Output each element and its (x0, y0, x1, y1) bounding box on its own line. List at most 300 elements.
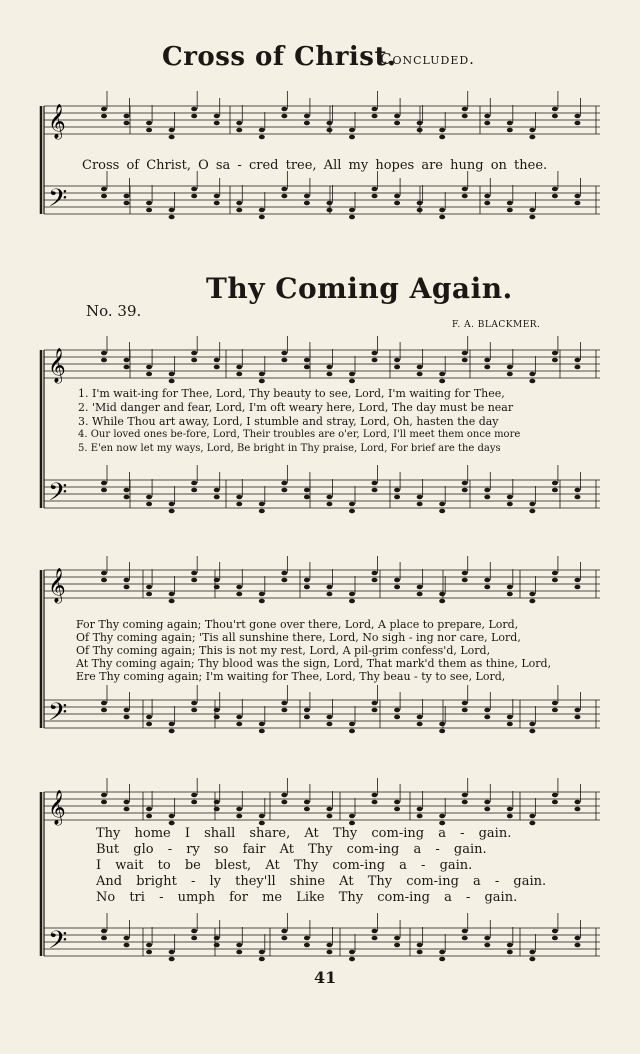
note-head (394, 194, 400, 199)
continued-note: Concluded. (380, 50, 475, 68)
note-head (281, 578, 287, 583)
note-head (574, 578, 580, 583)
note-head (214, 114, 220, 119)
note-head (146, 814, 152, 819)
note-head (281, 194, 287, 199)
note-head (394, 488, 400, 493)
note-head (394, 201, 400, 206)
note-head (236, 722, 242, 727)
note-head (281, 107, 287, 112)
note-head (574, 495, 580, 500)
note-head (439, 722, 445, 727)
note-head (552, 358, 558, 363)
note-head (372, 481, 378, 486)
note-head (484, 708, 490, 713)
clef-icon: 𝄢 (48, 184, 68, 219)
note-head (417, 807, 423, 812)
note-head (124, 495, 130, 500)
note-head (281, 708, 287, 713)
note-head (259, 208, 265, 213)
note-head (101, 701, 107, 706)
clef-icon: 𝄢 (48, 698, 68, 733)
note-head (191, 114, 197, 119)
note-head (259, 135, 265, 140)
note-head (146, 201, 152, 206)
note-head (191, 929, 197, 934)
note-head (462, 578, 468, 583)
verse-line: But glo - ry so fair At Thy com-ing a - gain. (96, 842, 487, 857)
note-head (529, 215, 535, 220)
note-head (394, 358, 400, 363)
note-head (484, 194, 490, 199)
note-head (214, 358, 220, 363)
staff (44, 350, 600, 378)
note-head (191, 351, 197, 356)
note-head (146, 121, 152, 126)
note-head (484, 936, 490, 941)
composer: F. A. BLACKMER. (452, 320, 541, 330)
note-head (552, 481, 558, 486)
note-head (326, 814, 332, 819)
clef-icon: 𝄞 (48, 104, 66, 139)
note-head (349, 502, 355, 507)
note-head (304, 495, 310, 500)
note-head (259, 722, 265, 727)
note-head (507, 585, 513, 590)
note-head (484, 495, 490, 500)
note-head (394, 114, 400, 119)
note-head (101, 578, 107, 583)
note-head (349, 814, 355, 819)
note-head (552, 107, 558, 112)
note-head (259, 729, 265, 734)
note-head (372, 701, 378, 706)
staff (44, 186, 600, 214)
note-head (169, 379, 175, 384)
note-head (214, 585, 220, 590)
verse-line: At Thy coming again; Thy blood was the sign, Lord, That mark'd them as thine, Lord, (76, 657, 552, 670)
note-head (191, 571, 197, 576)
verse-line: Of Thy coming again; This is not my rest, Lord, A pil-grim confess'd, Lord, (76, 644, 491, 657)
note-head (417, 814, 423, 819)
note-head (326, 943, 332, 948)
note-head (236, 365, 242, 370)
note-head (574, 114, 580, 119)
note-head (191, 578, 197, 583)
note-head (214, 807, 220, 812)
note-head (372, 351, 378, 356)
hymn-title: Thy Coming Again. (206, 272, 513, 305)
note-head (394, 936, 400, 941)
note-head (146, 128, 152, 133)
note-head (417, 722, 423, 727)
note-head (529, 372, 535, 377)
note-head (484, 488, 490, 493)
note-head (236, 814, 242, 819)
note-head (417, 592, 423, 597)
note-head (417, 121, 423, 126)
note-head (169, 821, 175, 826)
note-head (214, 943, 220, 948)
note-head (462, 351, 468, 356)
note-head (462, 571, 468, 576)
note-head (214, 201, 220, 206)
note-head (304, 800, 310, 805)
note-head (552, 929, 558, 934)
note-head (484, 800, 490, 805)
note-head (552, 578, 558, 583)
note-head (304, 585, 310, 590)
note-head (101, 194, 107, 199)
note-head (326, 128, 332, 133)
note-head (169, 722, 175, 727)
note-head (484, 114, 490, 119)
note-head (439, 208, 445, 213)
note-head (146, 722, 152, 727)
note-head (349, 379, 355, 384)
note-head (281, 936, 287, 941)
note-head (574, 201, 580, 206)
note-head (529, 208, 535, 213)
note-head (439, 215, 445, 220)
note-head (191, 358, 197, 363)
note-head (281, 481, 287, 486)
note-head (507, 950, 513, 955)
note-head (124, 121, 130, 126)
note-head (552, 571, 558, 576)
note-head (372, 800, 378, 805)
note-head (417, 365, 423, 370)
note-head (574, 943, 580, 948)
note-head (349, 950, 355, 955)
note-head (101, 351, 107, 356)
note-head (124, 194, 130, 199)
note-head (191, 800, 197, 805)
note-head (349, 372, 355, 377)
note-head (101, 708, 107, 713)
staff (44, 570, 600, 598)
note-head (259, 950, 265, 955)
note-head (507, 495, 513, 500)
note-head (146, 502, 152, 507)
note-head (146, 208, 152, 213)
note-head (349, 821, 355, 826)
note-head (417, 208, 423, 213)
note-head (349, 592, 355, 597)
note-head (236, 208, 242, 213)
note-head (236, 592, 242, 597)
note-head (101, 571, 107, 576)
note-head (462, 107, 468, 112)
note-head (236, 201, 242, 206)
note-head (236, 372, 242, 377)
note-head (146, 372, 152, 377)
note-head (169, 215, 175, 220)
note-head (236, 715, 242, 720)
note-head (236, 128, 242, 133)
note-head (349, 135, 355, 140)
note-head (236, 807, 242, 812)
note-head (462, 358, 468, 363)
note-head (326, 585, 332, 590)
note-head (439, 729, 445, 734)
note-head (439, 821, 445, 826)
note-head (529, 592, 535, 597)
note-head (124, 936, 130, 941)
note-head (259, 372, 265, 377)
note-head (439, 128, 445, 133)
note-head (349, 128, 355, 133)
note-head (304, 708, 310, 713)
note-head (124, 578, 130, 583)
note-head (326, 121, 332, 126)
note-head (146, 950, 152, 955)
verse-line: 3. While Thou art away, Lord, I stumble and stray, Lord, Oh, hasten the day (78, 415, 499, 428)
clef-icon: 𝄢 (48, 926, 68, 961)
note-head (372, 114, 378, 119)
note-head (191, 936, 197, 941)
note-head (326, 201, 332, 206)
note-head (507, 121, 513, 126)
note-head (146, 495, 152, 500)
verse-line: Of Thy coming again; 'Tis all sunshine there, Lord, No sigh - ing nor care, Lord, (76, 631, 521, 644)
note-head (574, 488, 580, 493)
note-head (462, 929, 468, 934)
note-head (349, 509, 355, 514)
note-head (101, 187, 107, 192)
note-head (552, 488, 558, 493)
note-head (417, 585, 423, 590)
note-head (281, 114, 287, 119)
note-head (462, 488, 468, 493)
note-head (484, 201, 490, 206)
note-head (507, 502, 513, 507)
note-head (214, 495, 220, 500)
note-head (169, 135, 175, 140)
note-head (304, 807, 310, 812)
note-head (372, 187, 378, 192)
note-head (124, 807, 130, 812)
note-head (552, 793, 558, 798)
continued-title: Cross of Christ. (162, 42, 397, 72)
clef-icon: 𝄞 (48, 790, 66, 825)
note-head (439, 372, 445, 377)
note-head (304, 578, 310, 583)
note-head (529, 950, 535, 955)
note-head (304, 114, 310, 119)
note-head (372, 708, 378, 713)
note-head (281, 351, 287, 356)
note-head (101, 800, 107, 805)
note-head (394, 715, 400, 720)
note-head (124, 943, 130, 948)
page-number: 41 (314, 968, 337, 987)
note-head (439, 135, 445, 140)
note-head (349, 957, 355, 962)
note-head (259, 509, 265, 514)
note-head (529, 814, 535, 819)
note-head (124, 365, 130, 370)
note-head (101, 488, 107, 493)
note-head (214, 936, 220, 941)
note-head (146, 943, 152, 948)
note-head (484, 578, 490, 583)
note-head (169, 814, 175, 819)
note-head (281, 793, 287, 798)
verse-line: I wait to be blest, At Thy com-ing a - gain. (96, 858, 473, 873)
note-head (462, 793, 468, 798)
note-head (507, 715, 513, 720)
note-head (169, 729, 175, 734)
hymn-number: No. 39. (86, 302, 142, 320)
note-head (394, 585, 400, 590)
note-head (462, 114, 468, 119)
note-head (236, 121, 242, 126)
note-head (529, 722, 535, 727)
note-head (281, 929, 287, 934)
note-head (529, 957, 535, 962)
note-head (484, 365, 490, 370)
note-head (304, 936, 310, 941)
note-head (349, 729, 355, 734)
note-head (101, 929, 107, 934)
note-head (214, 121, 220, 126)
note-head (529, 509, 535, 514)
note-head (326, 372, 332, 377)
clef-icon: 𝄢 (48, 478, 68, 513)
note-head (169, 502, 175, 507)
note-head (124, 488, 130, 493)
note-head (574, 807, 580, 812)
note-head (236, 502, 242, 507)
note-head (552, 800, 558, 805)
note-head (124, 358, 130, 363)
verse-line: Ere Thy coming again; I'm waiting for Thee, Lord, Thy beau - ty to see, Lord, (76, 670, 506, 683)
note-head (439, 509, 445, 514)
note-head (372, 194, 378, 199)
note-head (169, 372, 175, 377)
verse-line: 2. 'Mid danger and fear, Lord, I'm oft weary here, Lord, The day must be near (78, 401, 514, 414)
note-head (462, 708, 468, 713)
note-head (417, 495, 423, 500)
note-head (462, 481, 468, 486)
note-head (169, 592, 175, 597)
verse-line: No tri - umph for me Like Thy com-ing a - gain. (96, 890, 518, 905)
note-head (372, 793, 378, 798)
staff (44, 480, 600, 508)
note-head (191, 187, 197, 192)
note-head (236, 943, 242, 948)
note-head (146, 715, 152, 720)
note-head (529, 502, 535, 507)
note-head (417, 372, 423, 377)
note-head (372, 929, 378, 934)
note-head (574, 358, 580, 363)
note-head (574, 585, 580, 590)
note-head (507, 201, 513, 206)
note-head (326, 592, 332, 597)
verse-line: 1. I'm wait-ing for Thee, Lord, Thy beauty to see, Lord, I'm waiting for Thee, (78, 387, 505, 400)
note-head (259, 957, 265, 962)
note-head (101, 793, 107, 798)
note-head (191, 793, 197, 798)
note-head (507, 814, 513, 819)
note-head (214, 488, 220, 493)
note-head (394, 807, 400, 812)
note-head (214, 578, 220, 583)
note-head (259, 814, 265, 819)
note-head (146, 585, 152, 590)
note-head (191, 481, 197, 486)
note-head (574, 708, 580, 713)
note-head (326, 365, 332, 370)
note-head (439, 950, 445, 955)
note-head (372, 578, 378, 583)
note-head (169, 128, 175, 133)
note-head (394, 943, 400, 948)
note-head (529, 379, 535, 384)
note-head (304, 358, 310, 363)
note-head (326, 807, 332, 812)
note-head (124, 708, 130, 713)
note-head (439, 599, 445, 604)
note-head (372, 107, 378, 112)
note-head (191, 107, 197, 112)
note-head (439, 379, 445, 384)
note-head (281, 800, 287, 805)
note-head (349, 722, 355, 727)
note-head (326, 495, 332, 500)
note-head (507, 807, 513, 812)
note-head (574, 121, 580, 126)
note-head (349, 215, 355, 220)
note-head (529, 821, 535, 826)
note-head (169, 957, 175, 962)
note-head (484, 715, 490, 720)
note-head (529, 729, 535, 734)
note-head (417, 128, 423, 133)
note-head (552, 936, 558, 941)
note-head (394, 800, 400, 805)
note-head (552, 187, 558, 192)
note-head (259, 128, 265, 133)
verse-line: For Thy coming again; Thou'rt gone over there, Lord, A place to prepare, Lord, (76, 618, 519, 631)
note-head (281, 701, 287, 706)
note-head (417, 715, 423, 720)
note-head (214, 365, 220, 370)
note-head (417, 943, 423, 948)
note-head (462, 701, 468, 706)
note-head (462, 194, 468, 199)
note-head (304, 365, 310, 370)
note-head (552, 701, 558, 706)
note-head (259, 821, 265, 826)
note-head (101, 107, 107, 112)
note-head (259, 502, 265, 507)
note-head (484, 807, 490, 812)
note-head (507, 722, 513, 727)
note-head (507, 372, 513, 377)
note-head (169, 509, 175, 514)
note-head (259, 379, 265, 384)
note-head (552, 194, 558, 199)
staff (44, 792, 600, 820)
note-head (372, 358, 378, 363)
clef-icon: 𝄞 (48, 568, 66, 603)
note-head (169, 950, 175, 955)
note-head (417, 502, 423, 507)
note-head (326, 502, 332, 507)
